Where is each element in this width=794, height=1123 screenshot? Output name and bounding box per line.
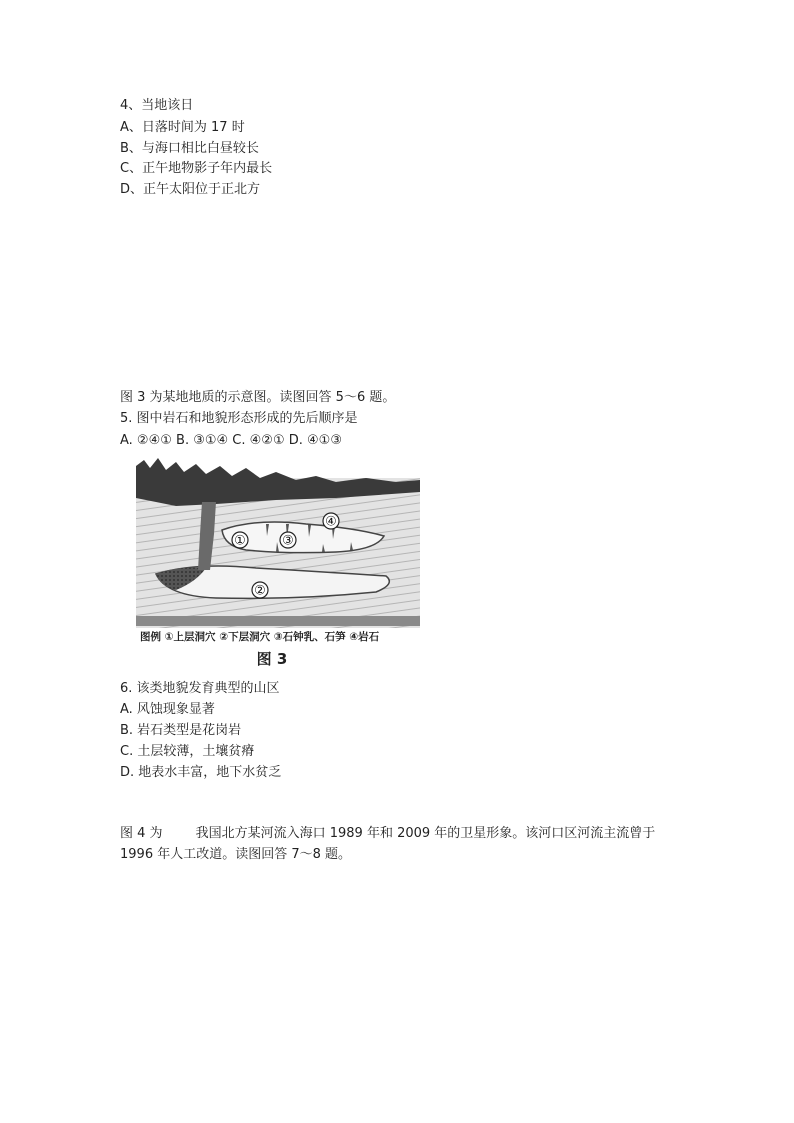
figure3-illustration	[136, 458, 422, 670]
figure4-intro-line1: 图 4 为 我国北方某河流入海口 1989 年和 2009 年的卫星形象。该河口区河流主流曾于	[120, 826, 656, 841]
figure4-intro-line2: 1996 年人工改道。读图回答 7～8 题。	[120, 847, 352, 862]
marker-1: ①	[234, 533, 246, 549]
q6-option-a: A. 风蚀现象显著	[120, 702, 215, 717]
figure3-caption: 图 3	[256, 650, 288, 668]
bottom-band	[136, 616, 420, 626]
q6-option-c: C. 土层较薄，土壤贫瘠	[120, 744, 255, 759]
marker-2: ②	[254, 583, 266, 599]
q4-option-a: A、日落时间为 17 时	[120, 120, 245, 135]
q4-option-b: B、与海口相比白昼较长	[120, 141, 259, 156]
figure3-drawing	[136, 458, 422, 670]
q6-option-d: D. 地表水丰富，地下水贫乏	[120, 765, 282, 780]
q4-option-d: D、正午太阳位于正北方	[120, 182, 261, 197]
q4-option-c: C、正午地物影子年内最长	[120, 161, 273, 176]
figure3-legend: 图例 ①上层洞穴 ②下层洞穴 ③石钟乳、石笋 ④岩石	[140, 631, 380, 643]
marker-3: ③	[282, 533, 294, 549]
q5-options: A. ②④① B. ③①④ C. ④②① D. ④①③	[120, 433, 342, 448]
q5-stem: 5. 图中岩石和地貌形态形成的先后顺序是	[120, 411, 358, 426]
q6-option-b: B. 岩石类型是花岗岩	[120, 723, 242, 738]
q6-stem: 6. 该类地貌发育典型的山区	[120, 681, 280, 696]
marker-4: ④	[325, 514, 337, 530]
figure3-intro: 图 3 为某地地质的示意图。读图回答 5～6 题。	[120, 390, 396, 405]
q4-stem: 4、当地该日	[120, 98, 194, 113]
